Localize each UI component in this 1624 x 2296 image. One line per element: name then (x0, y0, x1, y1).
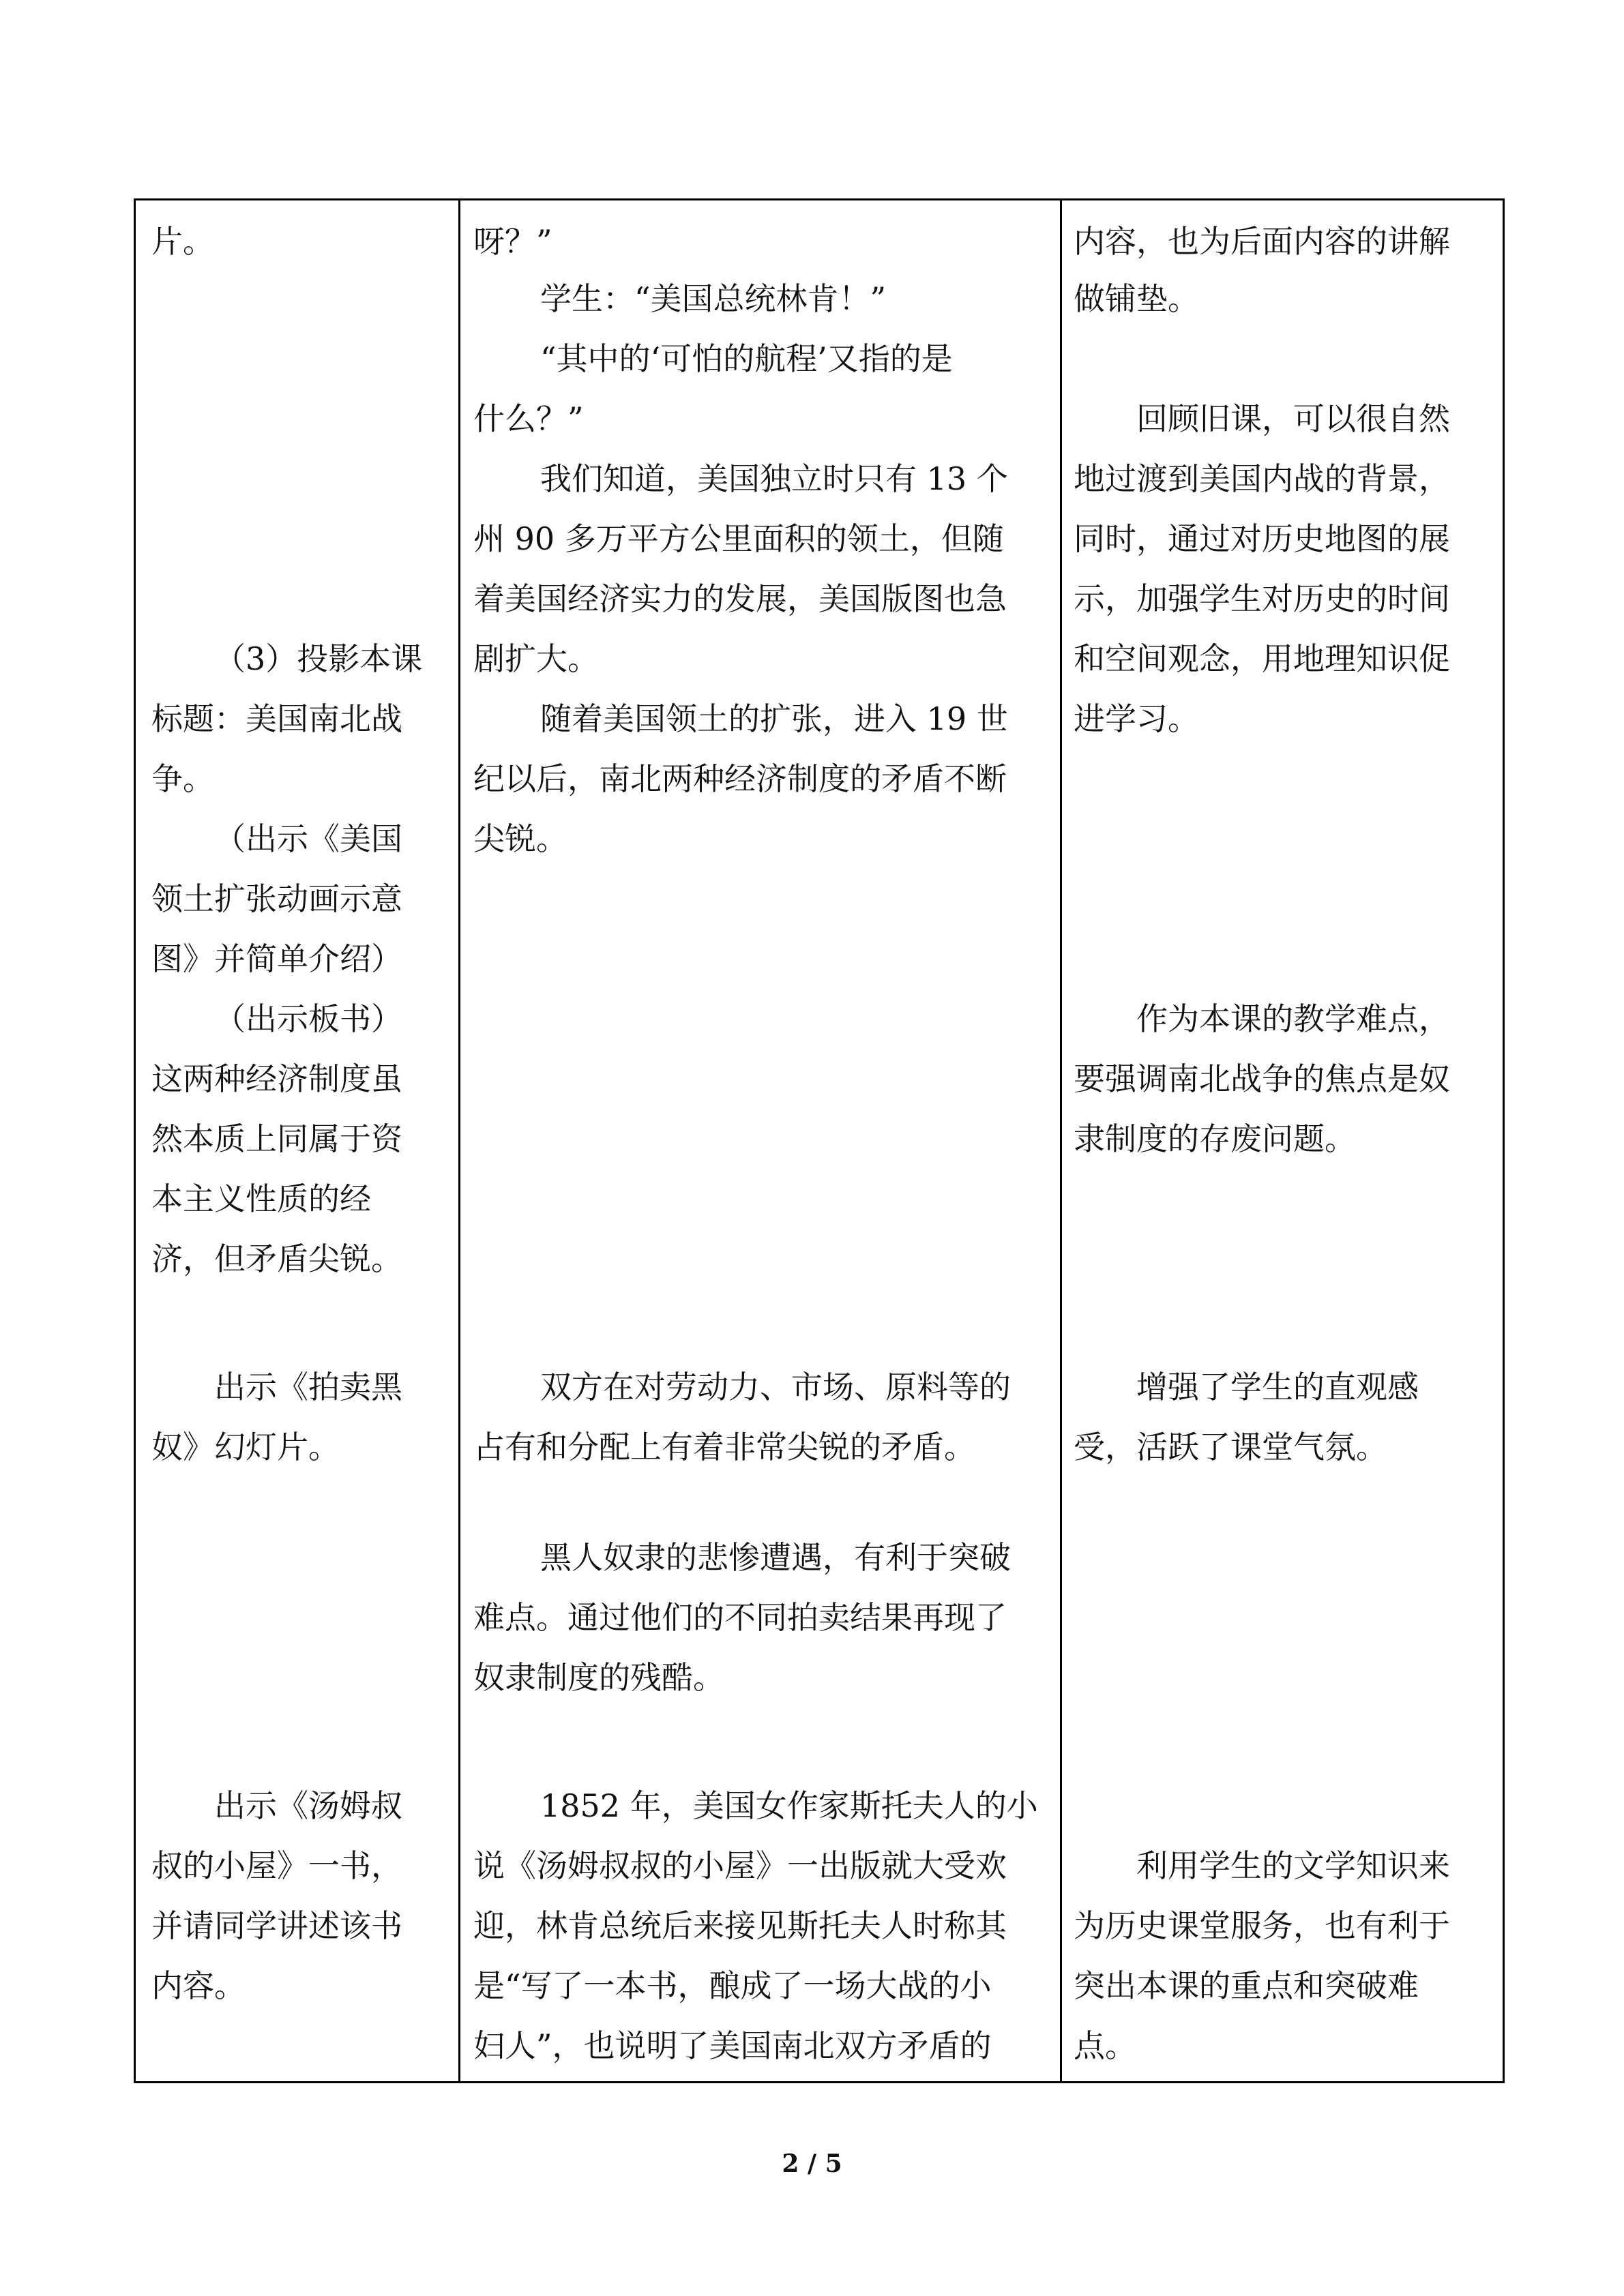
text-line: 1852 年，美国女作家斯托夫人的小 (540, 1787, 1038, 1824)
text-line: （出示《美国 (214, 820, 402, 857)
text-line: 济，但矛盾尖锐。 (151, 1240, 402, 1277)
text-line: 图》并简单介绍） (151, 940, 402, 977)
column-divider (458, 200, 460, 2081)
text-line: 这两种经济制度虽 (151, 1060, 402, 1097)
text-line: 呀？” (473, 223, 552, 260)
text-line: 着美国经济实力的发展，美国版图也急 (473, 580, 1007, 617)
text-line: （出示板书） (214, 1000, 402, 1037)
text-line: 随着美国领土的扩张，进入 19 世 (540, 700, 1008, 737)
text-line: 奴》幻灯片。 (151, 1429, 340, 1465)
text-line: 迎，林肯总统后来接见斯托夫人时称其 (473, 1907, 1007, 1944)
text-line: 争。 (151, 760, 214, 797)
text-line: 隶制度的存废问题。 (1074, 1120, 1356, 1157)
text-line: 奴隶制度的残酷。 (473, 1659, 724, 1696)
text-line: 片。 (151, 223, 214, 260)
text-line: 出示《拍卖黑 (214, 1369, 402, 1405)
text-line: 标题：美国南北战 (151, 700, 402, 737)
text-line: 内容，也为后面内容的讲解 (1074, 223, 1450, 260)
text-line: “其中的‘可怕的航程’又指的是 (540, 340, 953, 377)
text-line: 纪以后，南北两种经济制度的矛盾不断 (473, 760, 1007, 797)
text-line: 为历史课堂服务，也有利于 (1074, 1907, 1450, 1944)
text-line: 什么？” (473, 400, 584, 437)
text-line: 进学习。 (1074, 700, 1199, 737)
text-line: 叔的小屋》一书， (151, 1847, 402, 1884)
page-number: 2 / 5 (782, 2149, 842, 2178)
text-line: 占有和分配上有着非常尖锐的矛盾。 (473, 1429, 975, 1465)
column-divider (1060, 200, 1062, 2081)
text-line: 剧扩大。 (473, 640, 599, 677)
text-line: 妇人”，也说明了美国南北双方矛盾的 (473, 2027, 992, 2064)
text-line: 要强调南北战争的焦点是奴 (1074, 1060, 1450, 1097)
text-line: 是“写了一本书，酿成了一场大战的小 (473, 1967, 992, 2004)
text-line: 出示《汤姆叔 (214, 1787, 402, 1824)
text-line: 同时，通过对历史地图的展 (1074, 520, 1450, 557)
text-line: 本主义性质的经 (151, 1180, 371, 1217)
text-line: 然本质上同属于资 (151, 1120, 402, 1157)
text-line: 内容。 (151, 1967, 246, 2004)
text-line: （3）投影本课 (214, 640, 423, 677)
text-line: 尖锐。 (473, 820, 567, 857)
text-line: 州 90 多万平方公里面积的领土，但随 (473, 520, 1004, 557)
text-line: 受，活跃了课堂气氛。 (1074, 1429, 1387, 1465)
text-line: 地过渡到美国内战的背景， (1074, 460, 1450, 497)
text-line: 领土扩张动画示意 (151, 880, 402, 917)
text-line: 做铺垫。 (1074, 280, 1199, 317)
text-line: 作为本课的教学难点， (1136, 1000, 1450, 1037)
text-line: 增强了学生的直观感 (1136, 1369, 1419, 1405)
text-line: 利用学生的文学知识来 (1136, 1847, 1450, 1884)
text-line: 和空间观念，用地理知识促 (1074, 640, 1450, 677)
text-line: 并请同学讲述该书 (151, 1907, 402, 1944)
text-line: 说《汤姆叔叔的小屋》一出版就大受欢 (473, 1847, 1007, 1884)
text-line: 点。 (1074, 2027, 1136, 2064)
text-line: 黑人奴隶的悲惨遭遇，有利于突破 (540, 1539, 1011, 1576)
text-line: 双方在对劳动力、市场、原料等的 (540, 1369, 1011, 1405)
text-line: 难点。通过他们的不同拍卖结果再现了 (473, 1599, 1007, 1636)
text-line: 我们知道，美国独立时只有 13 个 (540, 460, 1008, 497)
text-line: 突出本课的重点和突破难 (1074, 1967, 1419, 2004)
text-line: 示，加强学生对历史的时间 (1074, 580, 1450, 617)
text-line: 回顾旧课，可以很自然 (1136, 400, 1450, 437)
text-line: 学生：“美国总统林肯！” (540, 280, 887, 317)
